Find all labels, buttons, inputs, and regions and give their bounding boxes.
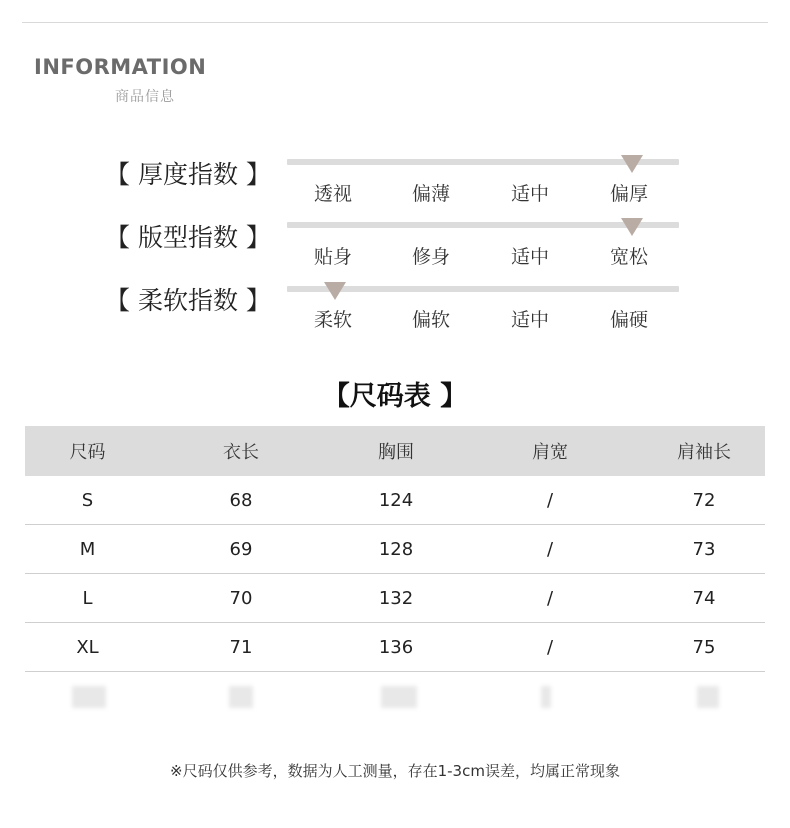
table-cell: 124	[378, 489, 414, 511]
table-cell: M	[79, 538, 96, 560]
table-header-row	[25, 426, 765, 476]
table-cell: 74	[692, 587, 716, 609]
size-chart-title: 【尺码表 】	[322, 381, 468, 412]
fit-option: 修身	[412, 246, 451, 268]
thickness-index-marker	[621, 155, 643, 173]
fit-option: 贴身	[314, 246, 353, 268]
thickness-option: 适中	[511, 183, 550, 205]
column-header: 肩袖长	[677, 442, 731, 463]
table-cell: 68	[229, 489, 253, 511]
table-cell: /	[546, 538, 554, 560]
table-cell: 71	[229, 636, 253, 658]
size-table	[25, 426, 765, 672]
blurred-cell	[229, 686, 253, 708]
softness-option: 适中	[511, 309, 550, 331]
fit-option: 宽松	[610, 246, 649, 268]
fit-index	[0, 218, 790, 278]
table-cell: 132	[378, 587, 414, 609]
table-cell: S	[81, 489, 94, 511]
table-row	[25, 525, 765, 574]
info-title: INFORMATION	[34, 55, 207, 79]
fit-index-marker	[621, 218, 643, 236]
table-cell: 73	[692, 538, 716, 560]
table-cell: /	[546, 489, 554, 511]
thickness-option: 偏厚	[610, 183, 649, 205]
blurred-cell	[72, 686, 106, 708]
softness-option: 柔软	[314, 309, 353, 331]
table-cell: 70	[229, 587, 253, 609]
table-cell: L	[82, 587, 93, 609]
thickness-index-label: 【 厚度指数 】	[105, 160, 271, 189]
top-divider	[22, 22, 768, 23]
blurred-cell	[697, 686, 719, 708]
thickness-option: 偏薄	[412, 183, 451, 205]
thickness-option: 透视	[314, 183, 353, 205]
table-cell: /	[546, 587, 554, 609]
table-cell: 128	[378, 538, 414, 560]
table-row	[25, 574, 765, 623]
table-row	[25, 623, 765, 672]
blurred-cell	[541, 686, 551, 708]
softness-index	[0, 281, 790, 341]
softness-option: 偏硬	[610, 309, 649, 331]
blurred-row	[25, 680, 765, 720]
column-header: 胸围	[378, 442, 414, 463]
table-cell: 75	[692, 636, 716, 658]
softness-option: 偏软	[412, 309, 451, 331]
thickness-index	[0, 155, 790, 215]
info-subtitle: 商品信息	[115, 89, 175, 105]
fit-option: 适中	[511, 246, 550, 268]
blurred-cell	[381, 686, 417, 708]
table-cell: XL	[76, 636, 99, 658]
table-cell: /	[546, 636, 554, 658]
softness-index-label: 【 柔软指数 】	[105, 286, 271, 315]
column-header: 肩宽	[532, 442, 568, 463]
table-row	[25, 476, 765, 525]
column-header: 尺码	[69, 442, 106, 463]
fit-index-label: 【 版型指数 】	[105, 223, 271, 252]
size-note: ※尺码仅供参考，数据为人工测量，存在1-3cm误差，均属正常现象	[170, 762, 620, 780]
table-cell: 136	[378, 636, 414, 658]
softness-index-marker	[324, 282, 346, 300]
column-header: 衣长	[223, 442, 259, 463]
table-cell: 69	[229, 538, 253, 560]
table-cell: 72	[692, 489, 716, 511]
